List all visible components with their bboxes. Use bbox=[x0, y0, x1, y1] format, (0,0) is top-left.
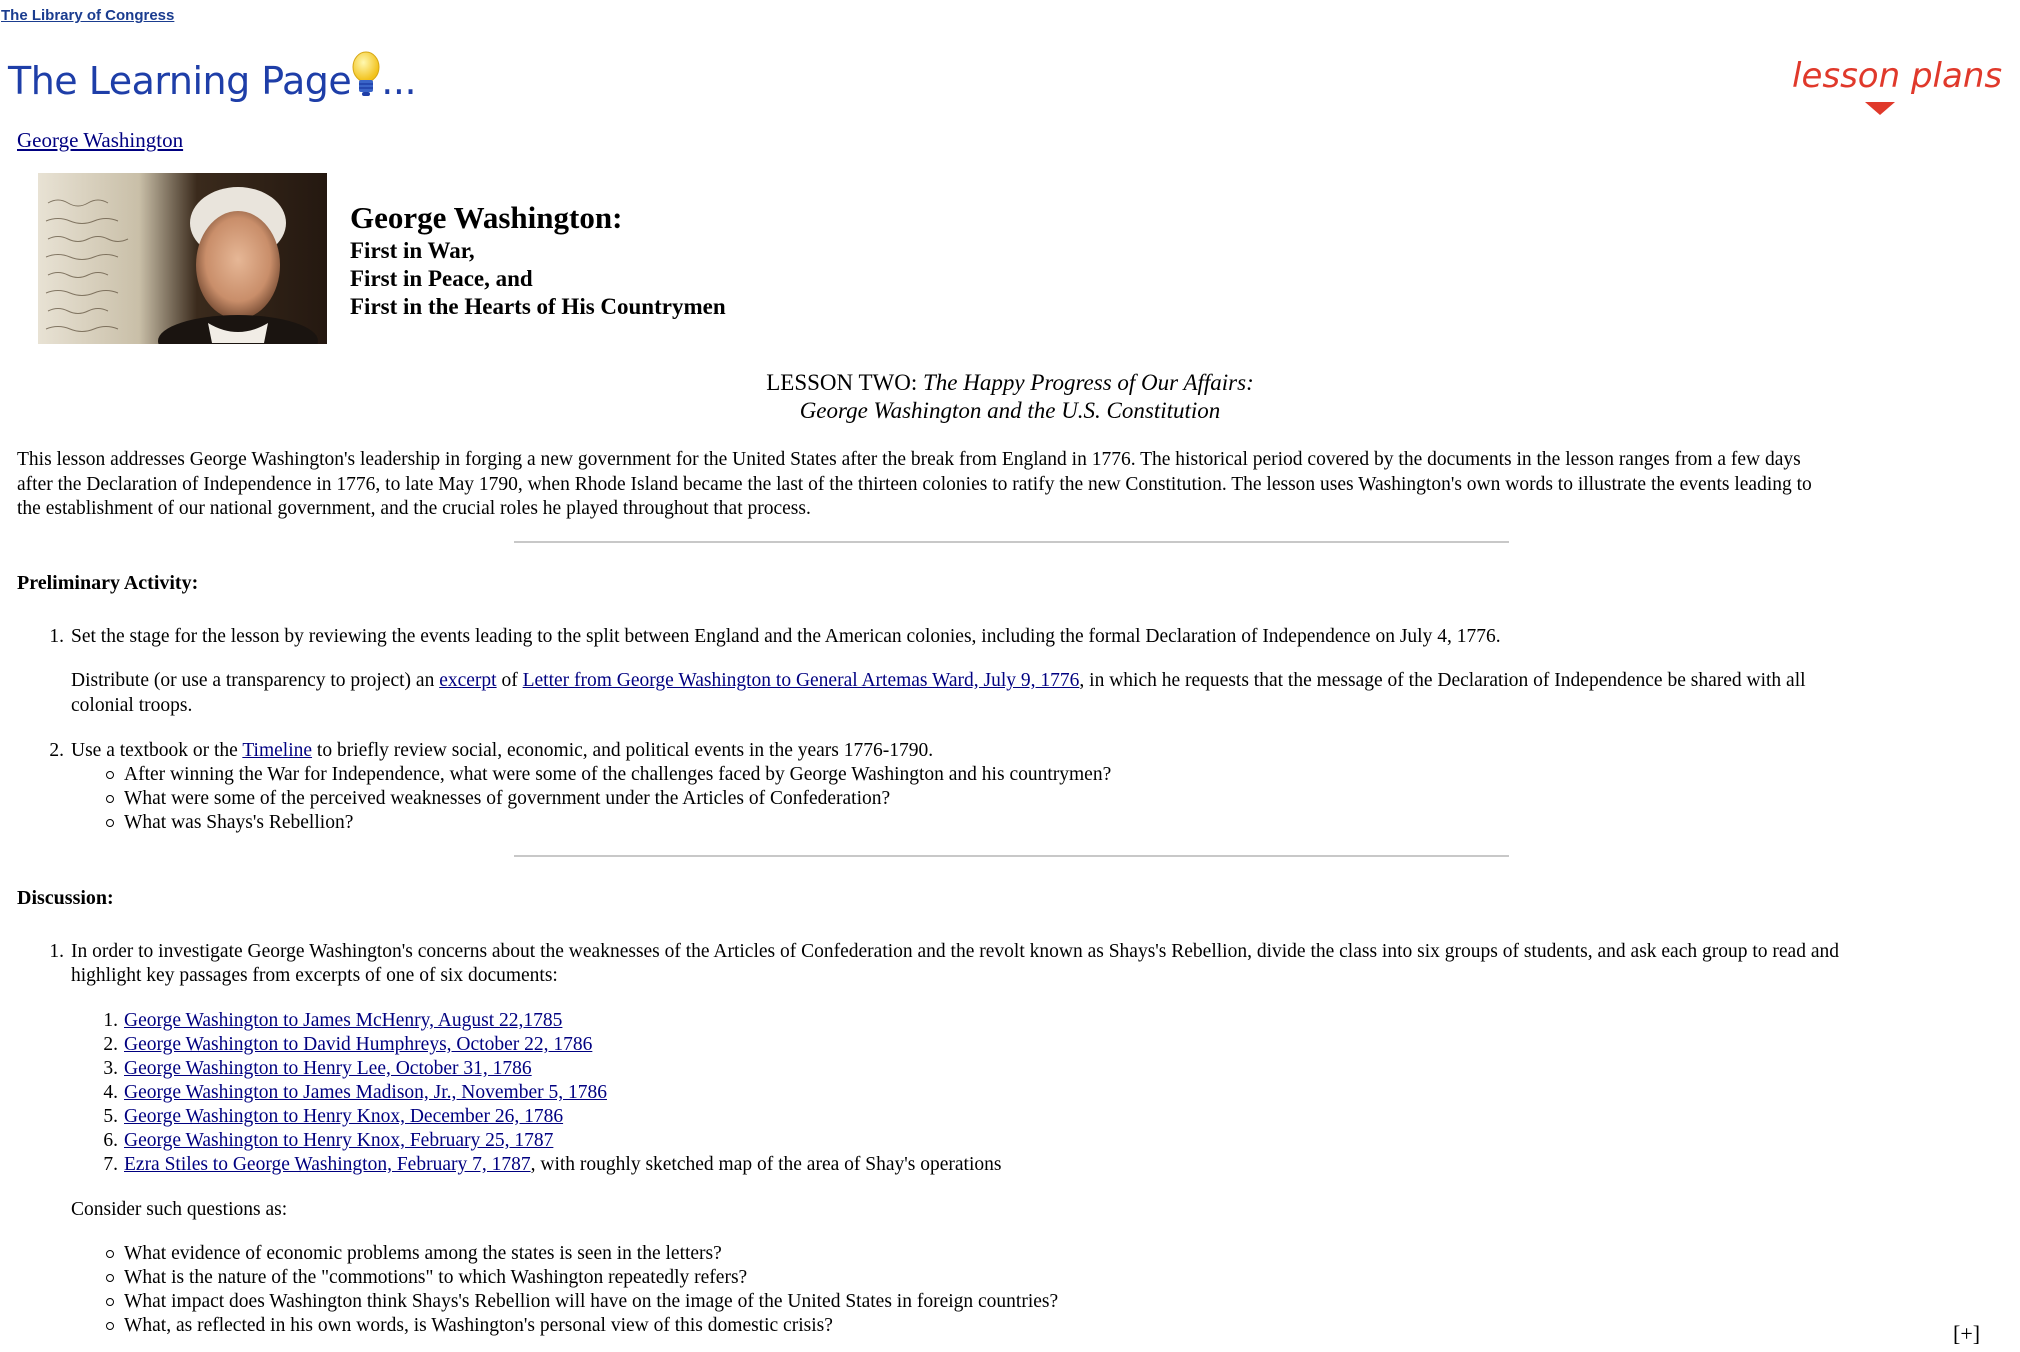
document-number: 4. bbox=[103, 1082, 118, 1103]
bullet-icon bbox=[106, 795, 114, 803]
bullet-icon bbox=[106, 1250, 114, 1258]
document-item bbox=[124, 1153, 1001, 1178]
learning-page-logo[interactable] bbox=[8, 50, 416, 108]
document-link[interactable]: George Washington to James Madison, Jr., November 5, 1786 bbox=[124, 1082, 607, 1103]
list-number: 1. bbox=[49, 941, 64, 962]
lesson-title-2: George Washington and the U.S. Constitution bbox=[799, 398, 1221, 423]
document-link[interactable]: Ezra Stiles to George Washington, February 7, 1787 bbox=[124, 1154, 531, 1175]
down-arrow-icon bbox=[1865, 102, 1895, 115]
excerpt-link[interactable]: excerpt bbox=[439, 670, 497, 691]
distribute-line-2: colonial troops. bbox=[71, 695, 193, 716]
document-number: 1. bbox=[103, 1010, 118, 1031]
of-text: of bbox=[496, 670, 523, 691]
document-link[interactable]: George Washington to David Humphreys, October 22, 1786 bbox=[124, 1034, 593, 1055]
document-number: 7. bbox=[103, 1154, 118, 1175]
ward-letter-link[interactable]: Letter from George Washington to General Artemas Ward, July 9, 1776 bbox=[522, 670, 1080, 691]
bullet-icon bbox=[106, 1298, 114, 1306]
list-number: 1. bbox=[49, 626, 64, 647]
preliminary-item-1: Set the stage for the lesson by reviewing the events leading to the split between England and the American colonies, including the formal Declaration of Independence on July 4, 1776. bbox=[71, 626, 1501, 647]
document-number: 5. bbox=[103, 1106, 118, 1127]
document-number: 6. bbox=[103, 1130, 118, 1151]
list-item: What impact does Washington think Shays's Rebellion will have on the image of the United States in foreign countries? bbox=[124, 1291, 1059, 1312]
bullet-icon bbox=[106, 771, 114, 779]
list-item: What were some of the perceived weaknesses of government under the Articles of Confederation? bbox=[124, 788, 891, 809]
logo-text: The Learning Page bbox=[8, 59, 352, 103]
distribute-line bbox=[71, 669, 1806, 694]
discussion-heading: Discussion: bbox=[17, 887, 114, 909]
list-item: After winning the War for Independence, what were some of the challenges faced by George Washington and his countrymen? bbox=[124, 764, 1112, 785]
timeline-link[interactable]: Timeline bbox=[242, 740, 313, 761]
consider-text: Consider such questions as: bbox=[71, 1199, 288, 1220]
list-item: What is the nature of the "commotions" to which Washington repeatedly refers? bbox=[124, 1267, 748, 1288]
lesson-plans-label[interactable]: lesson plans bbox=[1792, 56, 2003, 96]
intro-line: the establishment of our national government, and the crucial roles he played throughout that process. bbox=[17, 498, 811, 519]
lesson-title-1: The Happy Progress of Our Affairs: bbox=[923, 370, 1254, 395]
lesson-heading bbox=[0, 369, 2020, 425]
item-2-text-end: to briefly review social, economic, and political events in the years 1776-1790. bbox=[312, 740, 934, 761]
distribute-text: Distribute (or use a transparency to project) an bbox=[71, 670, 440, 691]
bullet-icon bbox=[106, 1322, 114, 1330]
document-link[interactable]: George Washington to Henry Lee, October 31, 1786 bbox=[124, 1058, 532, 1079]
document-link[interactable]: George Washington to Henry Knox, December 26, 1786 bbox=[124, 1106, 564, 1127]
list-item: What was Shays's Rebellion? bbox=[124, 812, 354, 833]
library-of-congress-link[interactable]: The Library of Congress bbox=[1, 7, 175, 24]
intro-line: This lesson addresses George Washington's leadership in forging a new government for the United States after the break from England in 1776. The historical period covered by the documents in the lesson ranges from a few days bbox=[17, 449, 1801, 470]
divider bbox=[514, 855, 1509, 857]
lesson-label: LESSON TWO: bbox=[766, 370, 918, 395]
expand-toggle-button[interactable]: [+] bbox=[1953, 1321, 1981, 1346]
title-line-2: First in Peace, and bbox=[350, 266, 533, 291]
list-item: What evidence of economic problems among the states is seen in the letters? bbox=[124, 1243, 722, 1264]
document-item bbox=[124, 1057, 532, 1082]
intro-paragraph bbox=[17, 448, 2007, 522]
document-note: , with roughly sketched map of the area of Shay's operations bbox=[530, 1154, 1002, 1175]
document-number: 2. bbox=[103, 1034, 118, 1055]
document-link[interactable]: George Washington to Henry Knox, February 25, 1787 bbox=[124, 1130, 554, 1151]
discussion-item-1: In order to investigate George Washington's concerns about the weaknesses of the Articles of Confederation and the revolt known as Shays's Rebellion, divide the class into six groups of students, and ask each group to read and bbox=[71, 941, 1839, 962]
title-line-1: First in War, bbox=[350, 238, 475, 263]
document-item bbox=[124, 1129, 553, 1154]
preliminary-heading: Preliminary Activity: bbox=[17, 572, 199, 594]
divider bbox=[514, 541, 1509, 543]
distribute-text-end: , in which he requests that the message of the Declaration of Independence be shared with all bbox=[1079, 670, 1806, 691]
document-item bbox=[124, 1009, 562, 1034]
document-number: 3. bbox=[103, 1058, 118, 1079]
document-item bbox=[124, 1081, 607, 1106]
title-line-3: First in the Hearts of His Countrymen bbox=[350, 294, 726, 319]
item-2-text: Use a textbook or the bbox=[71, 740, 243, 761]
bullet-icon bbox=[106, 819, 114, 827]
preliminary-item-2 bbox=[71, 739, 933, 764]
logo-ellipsis: ... bbox=[381, 59, 417, 103]
breadcrumb-george-washington[interactable]: George Washington bbox=[17, 128, 184, 152]
list-number: 2. bbox=[49, 740, 64, 761]
page-title bbox=[350, 199, 726, 321]
lightbulb-icon bbox=[351, 50, 381, 113]
discussion-item-1-line-2: highlight key passages from excerpts of one of six documents: bbox=[71, 965, 558, 986]
document-link[interactable]: George Washington to James McHenry, August 22,1785 bbox=[124, 1010, 563, 1031]
intro-line: after the Declaration of Independence in 1776, to late May 1790, when Rhode Island became the last of the thirteen colonies to ratify the new Constitution. The lesson uses Washington's own words to illustrate the events leading to bbox=[17, 473, 1812, 495]
document-item bbox=[124, 1033, 592, 1058]
washington-portrait-image bbox=[38, 173, 327, 344]
bullet-icon bbox=[106, 1274, 114, 1282]
title-main: George Washington: bbox=[350, 200, 623, 235]
document-item bbox=[124, 1105, 563, 1130]
list-item: What, as reflected in his own words, is Washington's personal view of this domestic crisis? bbox=[124, 1315, 833, 1336]
